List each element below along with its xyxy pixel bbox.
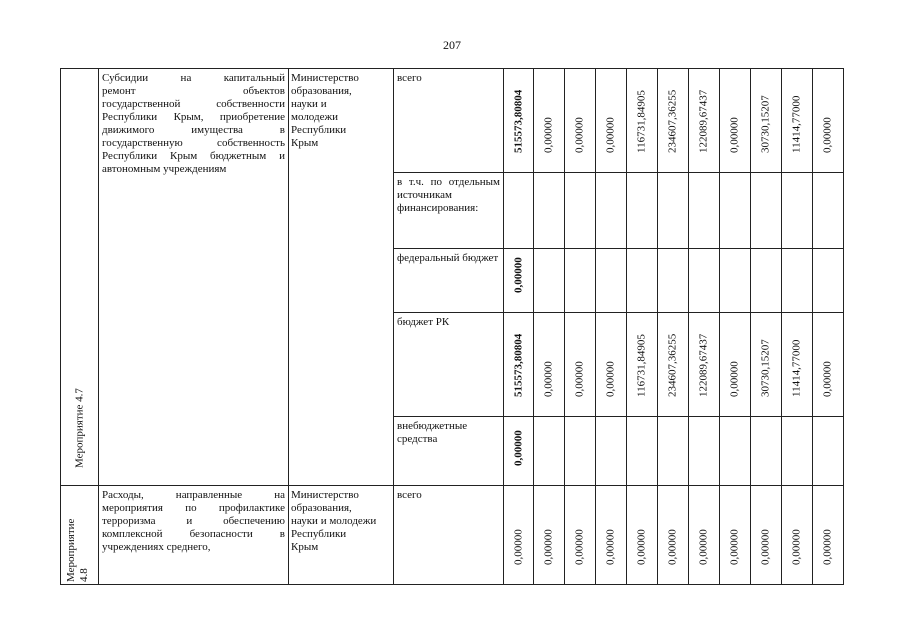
text-line: учреждениях среднего, xyxy=(102,541,211,553)
budget-table xyxy=(60,68,844,585)
table-row xyxy=(61,486,844,585)
value-cell xyxy=(689,69,720,173)
text-line: Республики Крым бюджетным и xyxy=(102,150,285,162)
value-cell xyxy=(565,249,596,313)
value-text: 234607,36255 xyxy=(666,89,679,153)
value-cell xyxy=(658,313,689,417)
value-cell xyxy=(658,173,689,249)
measure-description xyxy=(99,69,289,486)
value-text: 0,00000 xyxy=(604,529,617,565)
value-cell xyxy=(504,69,534,173)
value-text: 0,00000 xyxy=(604,117,617,153)
value-cell xyxy=(782,417,813,486)
text-line: комплексной безопасности в xyxy=(102,528,285,540)
value-cell xyxy=(565,173,596,249)
value-cell xyxy=(534,69,565,173)
text-line: Республики Крым, приобретение xyxy=(102,111,285,123)
value-cell xyxy=(627,313,658,417)
value-cell xyxy=(565,486,596,585)
value-text: 0,00000 xyxy=(759,529,772,565)
measure-label-line: 4.8 xyxy=(78,568,90,582)
value-cell xyxy=(627,486,658,585)
value-text: 30730,15207 xyxy=(759,339,772,397)
value-cell xyxy=(504,313,534,417)
value-cell xyxy=(720,173,751,249)
value-cell xyxy=(596,313,627,417)
value-cell xyxy=(658,249,689,313)
value-text: 122089,67437 xyxy=(697,333,710,397)
value-cell xyxy=(813,173,844,249)
text-line: молодежи xyxy=(291,111,338,123)
value-text: 116731,84905 xyxy=(635,334,648,397)
value-cell xyxy=(658,417,689,486)
text-line: Крым xyxy=(291,137,319,149)
value-cell xyxy=(813,417,844,486)
value-text: 0,00000 xyxy=(604,361,617,397)
value-cell xyxy=(813,313,844,417)
funding-source: в т.ч. по отдельным источникам финансирования: xyxy=(394,173,504,249)
value-cell xyxy=(813,486,844,585)
value-text: 0,00000 xyxy=(542,529,555,565)
value-text: 122089,67437 xyxy=(697,89,710,153)
value-text: 0,00000 xyxy=(821,117,834,153)
measure-label xyxy=(65,519,91,582)
value-cell xyxy=(720,417,751,486)
value-text: 0,00000 xyxy=(728,117,741,153)
value-text: 0,00000 xyxy=(542,117,555,153)
text-line: Министерство xyxy=(291,489,359,501)
value-text: 234607,36255 xyxy=(666,333,679,397)
value-cell xyxy=(596,486,627,585)
value-cell xyxy=(751,417,782,486)
value-cell xyxy=(627,173,658,249)
text-line: Расходы, направленные на xyxy=(102,489,285,501)
value-cell xyxy=(720,249,751,313)
value-cell xyxy=(504,173,534,249)
funding-source: федеральный бюджет xyxy=(394,249,504,313)
text-line: терроризма и обеспечению xyxy=(102,515,285,527)
text-line: Министерство xyxy=(291,72,359,84)
text-line: государственную собственность xyxy=(102,137,285,149)
text-line: образования, xyxy=(291,85,352,97)
value-text: 11414,77000 xyxy=(790,95,803,153)
table-row xyxy=(61,69,844,173)
value-cell xyxy=(534,313,565,417)
value-text: 515573,80804 xyxy=(512,89,524,153)
text-line: Субсидии на капитальный xyxy=(102,72,285,84)
value-cell xyxy=(782,249,813,313)
value-cell xyxy=(627,249,658,313)
value-text: 0,00000 xyxy=(635,529,648,565)
text-line: ремонт объектов xyxy=(102,85,285,97)
value-cell xyxy=(751,249,782,313)
value-cell xyxy=(596,69,627,173)
value-cell xyxy=(751,486,782,585)
text-line: государственной собственности xyxy=(102,98,285,110)
value-text: 0,00000 xyxy=(573,529,586,565)
value-cell xyxy=(689,313,720,417)
ministry-cell xyxy=(289,69,394,486)
text-line: движимого имущества в xyxy=(102,124,285,136)
value-cell xyxy=(720,69,751,173)
value-cell xyxy=(720,486,751,585)
funding-source: всего xyxy=(394,69,504,173)
value-cell xyxy=(596,249,627,313)
value-cell xyxy=(813,249,844,313)
page-number: 207 xyxy=(443,38,461,52)
value-text: 116731,84905 xyxy=(635,90,648,153)
value-cell xyxy=(689,249,720,313)
value-cell xyxy=(534,173,565,249)
value-cell xyxy=(658,69,689,173)
value-text: 0,00000 xyxy=(666,529,679,565)
value-cell xyxy=(751,69,782,173)
value-text: 0,00000 xyxy=(821,361,834,397)
value-cell xyxy=(504,417,534,486)
value-cell xyxy=(751,173,782,249)
value-text: 0,00000 xyxy=(821,529,834,565)
value-text: 0,00000 xyxy=(697,529,710,565)
value-cell xyxy=(596,173,627,249)
value-cell xyxy=(658,486,689,585)
text-line: Республики xyxy=(291,124,347,136)
value-cell xyxy=(782,173,813,249)
value-cell xyxy=(813,69,844,173)
value-cell xyxy=(782,313,813,417)
value-cell xyxy=(565,69,596,173)
funding-source: внебюджетные средства xyxy=(394,417,504,486)
funding-source: бюджет РК xyxy=(394,313,504,417)
funding-source: всего xyxy=(394,486,504,585)
measure-label-cell xyxy=(61,69,99,486)
measure-label-line: Мероприятие xyxy=(65,518,77,582)
value-text: 0,00000 xyxy=(542,361,555,397)
text-line: науки и xyxy=(291,98,327,110)
value-text: 0,00000 xyxy=(512,529,524,565)
measure-label-cell xyxy=(61,486,99,585)
value-cell xyxy=(627,69,658,173)
value-text: 0,00000 xyxy=(790,529,803,565)
text-line: Крым xyxy=(291,541,319,553)
value-cell xyxy=(565,417,596,486)
value-text: 0,00000 xyxy=(573,117,586,153)
value-cell xyxy=(689,417,720,486)
text-line: автономным учреждениям xyxy=(102,163,227,175)
value-text: 30730,15207 xyxy=(759,95,772,153)
value-cell xyxy=(689,486,720,585)
value-cell xyxy=(534,486,565,585)
value-cell xyxy=(596,417,627,486)
value-cell xyxy=(782,69,813,173)
measure-description xyxy=(99,486,289,585)
text-line: Республики xyxy=(291,528,347,540)
value-cell xyxy=(504,249,534,313)
value-text: 11414,77000 xyxy=(790,339,803,397)
value-cell xyxy=(627,417,658,486)
value-cell xyxy=(689,173,720,249)
value-text: 0,00000 xyxy=(573,361,586,397)
text-line: мероприятия по профилактике xyxy=(102,502,285,514)
value-cell xyxy=(782,486,813,585)
value-cell xyxy=(751,313,782,417)
text-line: науки и молодежи xyxy=(291,515,377,527)
value-cell xyxy=(534,249,565,313)
text-line: образования, xyxy=(291,502,352,514)
measure-label: Мероприятие 4.7 xyxy=(73,388,85,468)
value-text: 0,00000 xyxy=(512,430,524,466)
value-text: 0,00000 xyxy=(512,257,524,293)
value-text: 0,00000 xyxy=(728,361,741,397)
value-cell xyxy=(720,313,751,417)
value-text: 515573,80804 xyxy=(512,333,524,397)
value-text: 0,00000 xyxy=(728,529,741,565)
value-cell xyxy=(565,313,596,417)
value-cell xyxy=(504,486,534,585)
value-cell xyxy=(534,417,565,486)
ministry-cell xyxy=(289,486,394,585)
